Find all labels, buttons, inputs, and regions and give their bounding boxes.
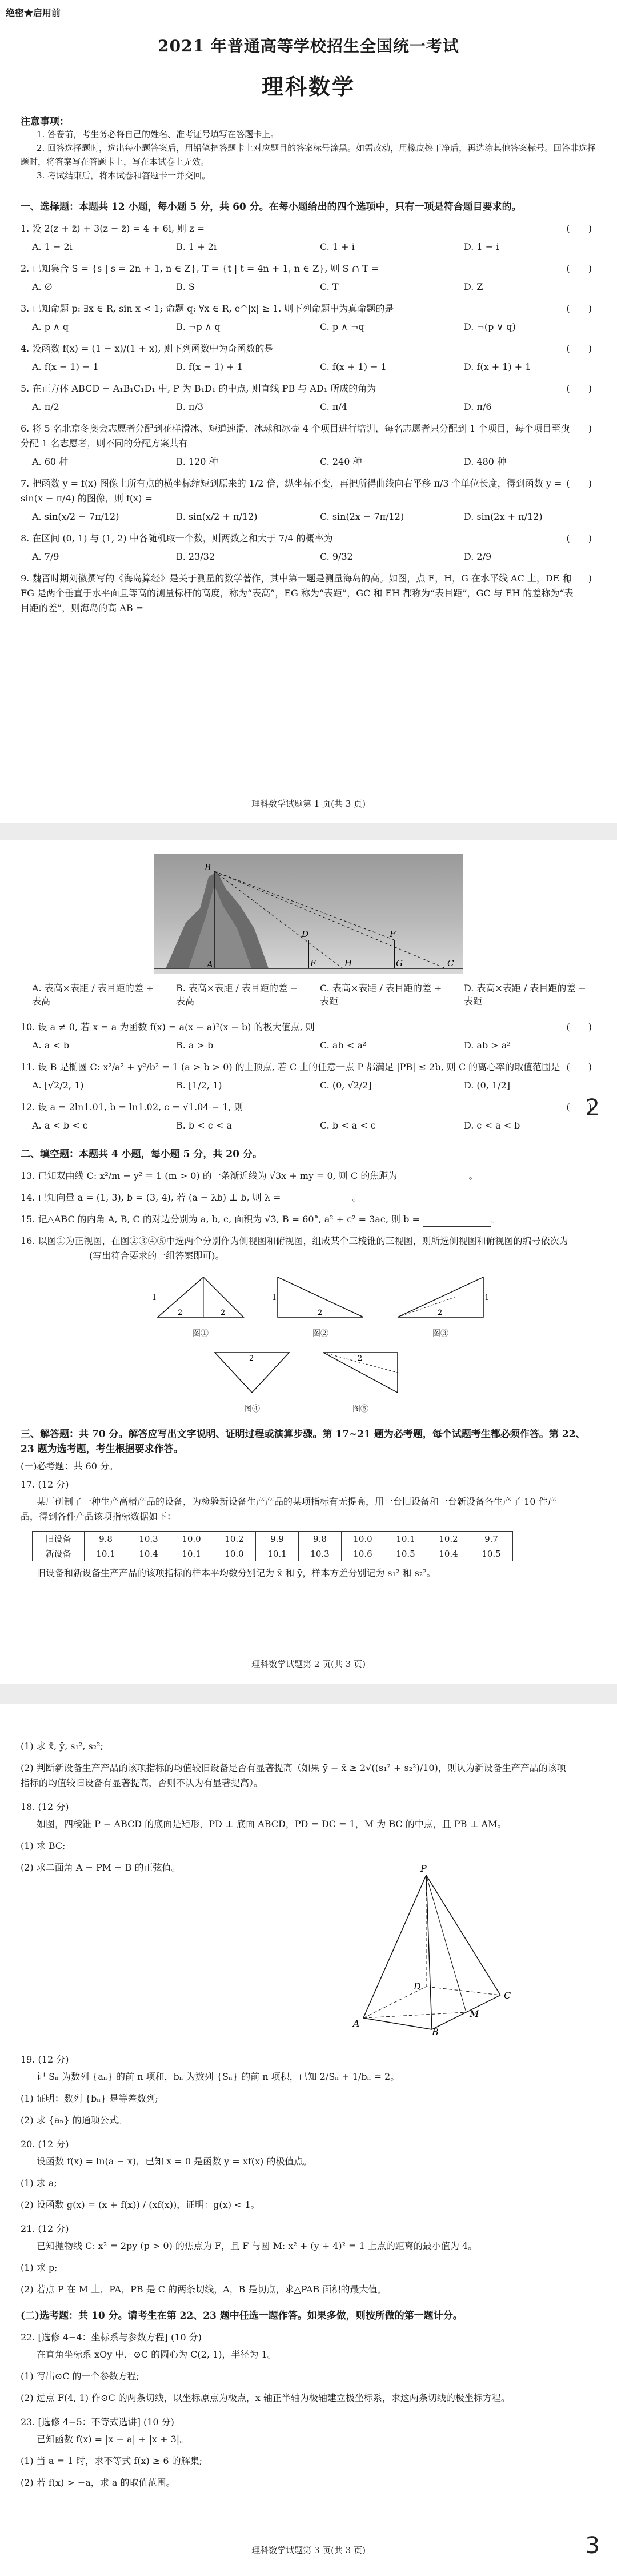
dim-label: 2 xyxy=(221,1309,226,1317)
dim-label: 2 xyxy=(249,1354,254,1363)
question-17-head: 17. (12 分) xyxy=(21,1479,69,1490)
question-text: 2. 已知集合 S = {s | s = 2n + 1, n ∈ Z}, T = {t | t = 4n + 1, n ∈ Z}, 则 S ∩ T = xyxy=(21,263,379,274)
question-text: 14. 已知向量 a = (1, 3), b = (3, 4), 若 (a − λb) ⊥ b, 则 λ = xyxy=(21,1192,281,1203)
option: D. ab > a² xyxy=(464,1040,511,1051)
option: A. [√2/2, 1) xyxy=(32,1080,84,1091)
options-q4 xyxy=(21,360,596,374)
secret-mark: 绝密★启用前 xyxy=(6,7,61,18)
three-view-row-2 xyxy=(209,1347,596,1414)
question-16 xyxy=(21,1234,596,1263)
option: D. Z xyxy=(464,281,483,292)
answer-paren: ( ) xyxy=(566,343,592,354)
option: A. 1 − 2i xyxy=(32,241,73,252)
label-E: E xyxy=(310,958,316,968)
required-heading: (一)必考题：共 60 分。 xyxy=(21,1461,119,1472)
table-cell: 10.2 xyxy=(427,1532,470,1546)
notice-heading: 注意事项： xyxy=(21,116,69,127)
question-23-part-2: (2) 若 f(x) > −a，求 a 的取值范围。 xyxy=(21,2477,175,2488)
answer-blank xyxy=(21,1253,89,1263)
question-19-part-1: (1) 证明：数列 {bₙ} 是等差数列; xyxy=(21,2093,158,2104)
question-7 xyxy=(21,476,596,506)
option: C. ab < a² xyxy=(320,1040,367,1051)
answer-blank xyxy=(283,1194,352,1205)
question-text: 13. 已知双曲线 C: x²/m − y² = 1 (m > 0) 的一条渐近线为 √3x + my = 0, 则 C 的焦距为 xyxy=(21,1170,398,1181)
question-17-part-1: (1) 求 x̄, ȳ, s₁², s₂²; xyxy=(21,1741,103,1752)
section-heading-fill: 二、填空题：本题共 4 小题，每小题 5 分，共 20 分。 xyxy=(21,1149,262,1160)
section-heading-choice: 一、选择题：本题共 12 小题，每小题 5 分，共 60 分。在每小题给出的四个选项中，只有一项是符合题目要求的。 xyxy=(21,201,522,213)
question-text: 3. 已知命题 p: ∃x ∈ R, sin x < 1; 命题 q: ∀x ∈ R, e^|x| ≥ 1. 则下列命题中为真命题的是 xyxy=(21,303,394,314)
option: A. f(x − 1) − 1 xyxy=(32,361,99,372)
question-19-text: 记 Sₙ 为数列 {aₙ} 的前 n 项和，bₙ 为数列 {Sₙ} 的前 n 项积，已知 2/Sₙ + 1/bₙ = 2。 xyxy=(37,2071,400,2082)
question-text: 9. 魏晋时期刘徽撰写的《海岛算经》是关于测量的数学著作，其中第一题是测量海岛的高。如图，点 E，H，G 在水平线 AC 上，DE 和 FG 是两个垂直于水平面且等高的测量标杆的高度，称为“表高”，EG 称为“表距”，GC 和 EH 都称为“表目距”，GC 与 EH 的差称为“表目距的差”，则海岛的高 AB = xyxy=(21,573,574,613)
option: A. p ∧ q xyxy=(32,321,69,332)
option: C. 9/32 xyxy=(320,551,353,562)
answer-paren: ( ) xyxy=(566,303,592,314)
notice-item: 3. 考试结束后，将本试卷和答题卡一并交回。 xyxy=(37,170,211,181)
table-cell: 10.2 xyxy=(213,1532,256,1546)
label-D: D xyxy=(302,929,309,939)
options-q5 xyxy=(21,400,596,414)
question-text: 1. 设 2(z + z̄) + 3(z − z̄) = 4 + 6i, 则 z = xyxy=(21,223,205,234)
answer-paren: ( ) xyxy=(566,573,592,584)
island-survey-diagram xyxy=(154,854,463,974)
table-cell: 10.0 xyxy=(170,1532,213,1546)
question-20-head: 20. (12 分) xyxy=(21,2139,69,2150)
options-q7 xyxy=(21,509,596,524)
option: C. 表高×表距 / 表目距的差 + 表距 xyxy=(320,983,442,1007)
option: A. 7/9 xyxy=(32,551,59,562)
dim-label: 2 xyxy=(358,1354,363,1363)
question-text: 16. 以图①为正视图，在图②③④⑤中选两个分别作为侧视图和俯视图，组成某个三棱锥的三视图，则所选侧视图和俯视图的编号依次为 xyxy=(21,1235,568,1246)
view-caption: 图③ xyxy=(432,1329,448,1338)
page-footer: 理科数学试题第 2 页(共 3 页) xyxy=(251,1659,366,1669)
option: D. ¬(p ∨ q) xyxy=(464,321,516,332)
answer-paren: ( ) xyxy=(566,478,592,489)
answer-paren: ( ) xyxy=(566,263,592,274)
option: B. b < c < a xyxy=(176,1120,232,1131)
page-footer: 理科数学试题第 1 页(共 3 页) xyxy=(251,799,366,809)
label-B: B xyxy=(205,862,211,872)
device-data-table xyxy=(32,1531,513,1561)
view-triangle-1 xyxy=(152,1271,249,1323)
option: D. 2/9 xyxy=(464,551,492,562)
label-F: F xyxy=(390,929,396,939)
view-triangle-4 xyxy=(209,1347,295,1398)
option: B. 表高×表距 / 表目距的差 − 表高 xyxy=(176,983,298,1007)
question-18-head: 18. (12 分) xyxy=(21,1801,69,1812)
exam-page-2 xyxy=(0,840,617,1684)
table-cell: 9.7 xyxy=(470,1532,513,1546)
exam-page-3 xyxy=(0,1704,617,2576)
table-cell: 10.1 xyxy=(384,1532,427,1546)
view-caption: 图① xyxy=(193,1329,209,1338)
answer-paren: ( ) xyxy=(566,1062,592,1072)
options-q11 xyxy=(21,1078,596,1093)
table-cell: 10.3 xyxy=(127,1532,170,1546)
option: D. 1 − i xyxy=(464,241,499,252)
option: C. 1 + i xyxy=(320,241,355,252)
dim-label: 1 xyxy=(272,1294,277,1302)
label-M: M xyxy=(470,2008,479,2019)
question-21-part-1: (1) 求 p; xyxy=(21,2262,58,2273)
table-cell: 10.5 xyxy=(384,1546,427,1561)
question-19-part-2: (2) 求 {aₙ} 的通项公式。 xyxy=(21,2115,127,2126)
view-caption: 图⑤ xyxy=(352,1405,368,1414)
table-cell: 9.8 xyxy=(85,1532,127,1546)
options-q8 xyxy=(21,549,596,564)
view-figure-3 xyxy=(392,1271,489,1339)
question-5 xyxy=(21,381,596,396)
question-20-part-1: (1) 求 a; xyxy=(21,2178,57,2188)
question-text: 7. 把函数 y = f(x) 图像上所有点的横坐标缩短到原来的 1/2 倍，纵坐标不变，再把所得曲线向右平移 π/3 个单位长度，得到函数 y = sin(x − π/4) 的图像，则 f(x) = xyxy=(21,478,562,504)
option: C. T xyxy=(320,281,339,292)
option: B. 1 + 2i xyxy=(176,241,217,252)
option: C. b < a < c xyxy=(320,1120,376,1131)
view-figure-4 xyxy=(209,1347,295,1414)
question-22-part-1: (1) 写出⊙C 的一个参数方程; xyxy=(21,2371,139,2382)
question-text: 12. 设 a = 2ln1.01, b = ln1.02, c = √1.04 − 1, 则 xyxy=(21,1102,243,1112)
question-18-part-2: (2) 求二面角 A − PM − B 的正弦值。 xyxy=(21,1862,181,1873)
table-cell: 10.4 xyxy=(127,1546,170,1561)
view-triangle-3 xyxy=(392,1271,489,1323)
question-18-part-1: (1) 求 BC; xyxy=(21,1840,66,1851)
options-q6 xyxy=(21,454,596,469)
table-row xyxy=(33,1532,513,1546)
table-cell: 10.0 xyxy=(213,1546,256,1561)
question-22-text: 在直角坐标系 xOy 中，⊙C 的圆心为 C(2, 1)，半径为 1。 xyxy=(37,2349,277,2360)
option: B. f(x − 1) + 1 xyxy=(176,361,243,372)
option: A. π/2 xyxy=(32,401,59,412)
question-text: 15. 记△ABC 的内角 A, B, C 的对边分别为 a, b, c, 面积为 √3, B = 60°, a² + c² = 3ac, 则 b = xyxy=(21,1214,420,1225)
option: D. sin(2x + π/12) xyxy=(464,511,543,522)
question-11 xyxy=(21,1060,596,1075)
option: C. 240 种 xyxy=(320,456,362,467)
question-8 xyxy=(21,531,596,546)
dim-label: 2 xyxy=(438,1309,443,1317)
option: D. 480 种 xyxy=(464,456,507,467)
option: A. ∅ xyxy=(32,281,53,292)
option: B. sin(x/2 + π/12) xyxy=(176,511,258,522)
view-caption: 图② xyxy=(312,1329,328,1338)
question-1 xyxy=(21,221,596,236)
question-text: 4. 设函数 f(x) = (1 − x)/(1 + x), 则下列函数中为奇函数的是 xyxy=(21,343,274,354)
question-text: 5. 在正方体 ABCD − A₁B₁C₁D₁ 中, P 为 B₁D₁ 的中点, 则直线 PB 与 AD₁ 所成的角为 xyxy=(21,383,376,394)
question-21-head: 21. (12 分) xyxy=(21,2223,69,2234)
table-cell: 10.1 xyxy=(256,1546,299,1561)
question-text-tail: (写出符合要求的一组答案即可)。 xyxy=(89,1250,225,1261)
option: D. (0, 1/2] xyxy=(464,1080,511,1091)
answer-paren: ( ) xyxy=(566,533,592,544)
options-q12 xyxy=(21,1118,596,1133)
question-21-text: 已知抛物线 C: x² = 2py (p > 0) 的焦点为 F，且 F 与圆 M: x² + (y + 4)² = 1 上点的距离的最小值为 4。 xyxy=(37,2240,478,2251)
table-cell: 10.6 xyxy=(342,1546,384,1561)
page-footer: 理科数学试题第 3 页(共 3 页) xyxy=(251,2545,366,2555)
label-A: A xyxy=(207,959,213,970)
question-17-note: 旧设备和新设备生产产品的该项指标的样本平均数分别记为 x̄ 和 ȳ，样本方差分别记为 s₁² 和 s₂²。 xyxy=(37,1568,436,1578)
view-figure-5 xyxy=(318,1347,403,1414)
view-triangle-5 xyxy=(318,1347,403,1398)
option: B. π/3 xyxy=(176,401,204,412)
table-cell: 9.8 xyxy=(299,1532,342,1546)
label-C: C xyxy=(504,1990,511,2001)
question-text: 10. 设 a ≠ 0, 若 x = a 为函数 f(x) = a(x − a)²(x − b) 的极大值点, 则 xyxy=(21,1022,315,1032)
table-row xyxy=(33,1546,513,1561)
question-17-part-2: (2) 判断新设备生产产品的该项指标的均值较旧设备是否有显著提高（如果 ȳ − x̄ ≥ 2√((s₁² + s₂²)/10)，则认为新设备生产产品的该项指标的均值较旧设备有显著提高，否则不认为有显著提高）。 xyxy=(21,1762,566,1788)
question-14: 14. 已知向量 a = (1, 3), b = (3, 4), 若 (a − λb) ⊥ b, 则 λ = 。 xyxy=(21,1190,596,1205)
label-G: G xyxy=(396,958,403,968)
dim-label: 1 xyxy=(484,1294,489,1302)
subject-title: 理科数学 xyxy=(261,74,355,99)
answer-paren: ( ) xyxy=(566,223,592,234)
answer-paren: ( ) xyxy=(566,383,592,394)
table-cell: 9.9 xyxy=(256,1532,299,1546)
option: B. ¬p ∧ q xyxy=(176,321,221,332)
options-q9 xyxy=(21,981,596,1007)
question-22-part-2: (2) 过点 F(4, 1) 作⊙C 的两条切线，以坐标原点为极点，x 轴正半轴为极轴建立极坐标系，求这两条切线的极坐标方程。 xyxy=(21,2392,510,2403)
optional-heading: (二)选考题：共 10 分。请考生在第 22、23 题中任选一题作答。如果多做，则按所做的第一题计分。 xyxy=(21,2310,463,2322)
option: C. π/4 xyxy=(320,401,347,412)
dim-label: 2 xyxy=(178,1309,183,1317)
table-cell: 10.1 xyxy=(85,1546,127,1561)
table-cell: 10.0 xyxy=(342,1532,384,1546)
answer-blank xyxy=(423,1216,491,1227)
option: C. sin(2x − 7π/12) xyxy=(320,511,404,522)
table-row-label: 新设备 xyxy=(33,1546,85,1561)
section-heading-solve: 三、解答题：共 70 分。解答应写出文字说明、证明过程或演算步骤。第 17~21 题为必考题，每个试题考生都必须作答。第 22、23 题为选考题，考生根据要求作答。 xyxy=(21,1429,586,1455)
table-cell: 10.5 xyxy=(470,1546,513,1561)
option: C. p ∧ ¬q xyxy=(320,321,364,332)
dim-label: 1 xyxy=(152,1294,157,1302)
question-text: 8. 在区间 (0, 1) 与 (1, 2) 中各随机取一个数，则两数之和大于 7/4 的概率为 xyxy=(21,533,333,544)
island-survey-figure xyxy=(154,854,463,974)
option: D. π/6 xyxy=(464,401,492,412)
option: B. 120 种 xyxy=(176,456,218,467)
question-20-text: 设函数 f(x) = ln(a − x)，已知 x = 0 是函数 y = xf(x) 的极值点。 xyxy=(37,2156,312,2167)
option: D. 表高×表距 / 表目距的差 − 表距 xyxy=(464,983,586,1007)
exam-title: 2021 年普通高等学校招生全国统一考试 xyxy=(158,37,459,55)
table-cell: 10.3 xyxy=(299,1546,342,1561)
question-19-head: 19. (12 分) xyxy=(21,2054,69,2065)
pyramid-diagram xyxy=(340,1864,523,2035)
answer-paren: ( ) xyxy=(566,423,592,434)
question-15: 15. 记△ABC 的内角 A, B, C 的对边分别为 a, b, c, 面积为 √3, B = 60°, a² + c² = 3ac, 则 b = 。 xyxy=(21,1212,596,1227)
question-13: 13. 已知双曲线 C: x²/m − y² = 1 (m > 0) 的一条渐近线为 √3x + my = 0, 则 C 的焦距为 。 xyxy=(21,1169,596,1183)
question-2 xyxy=(21,261,596,276)
options-q3 xyxy=(21,320,596,334)
question-23-text: 已知函数 f(x) = |x − a| + |x + 3|。 xyxy=(37,2434,189,2445)
option: A. a < b xyxy=(32,1040,70,1051)
option: D. f(x + 1) + 1 xyxy=(464,361,531,372)
label-H: H xyxy=(344,958,352,968)
question-text: 11. 设 B 是椭圆 C: x²/a² + y²/b² = 1 (a > b > 0) 的上顶点, 若 C 上的任意一点 P 都满足 |PB| ≤ 2b, 则 C 的离心率的取值范围是 xyxy=(21,1062,560,1072)
option: A. a < b < c xyxy=(32,1120,88,1131)
option: D. c < a < b xyxy=(464,1120,520,1131)
question-20-part-2: (2) 设函数 g(x) = (x + f(x)) / (xf(x))，证明：g(x) < 1。 xyxy=(21,2199,260,2210)
question-17-text: 某厂研制了一种生产高精产品的设备，为检验新设备生产产品的某项指标有无提高，用一台旧设备和一台新设备各生产了 10 件产品，得到各件产品该项指标数据如下： xyxy=(21,1496,557,1522)
question-23-head: 23. [选修 4−5：不等式选讲] (10 分) xyxy=(21,2417,174,2427)
label-P: P xyxy=(420,1864,427,1874)
option: B. a > b xyxy=(176,1040,214,1051)
answer-paren: ( ) xyxy=(566,1022,592,1032)
side-page-number: 3 xyxy=(585,2533,600,2559)
option: A. sin(x/2 − 7π/12) xyxy=(32,511,119,522)
question-4 xyxy=(21,341,596,356)
option: B. [1/2, 1) xyxy=(176,1080,222,1091)
view-figure-2 xyxy=(272,1271,369,1339)
question-text: 6. 将 5 名北京冬奥会志愿者分配到花样滑冰、短道速滑、冰球和冰壶 4 个项目进行培训，每名志愿者只分配到 1 个项目，每个项目至少分配 1 名志愿者，则不同的分配方案共有 xyxy=(21,423,570,449)
option: A. 60 种 xyxy=(32,456,69,467)
option: C. f(x + 1) − 1 xyxy=(320,361,387,372)
answer-blank xyxy=(400,1173,468,1183)
label-B: B xyxy=(432,2027,439,2035)
options-q1 xyxy=(21,240,596,254)
option: A. 表高×表距 / 表目距的差 + 表高 xyxy=(32,983,154,1007)
table-row-label: 旧设备 xyxy=(33,1532,85,1546)
question-23-part-1: (1) 当 a = 1 时，求不等式 f(x) ≥ 6 的解集; xyxy=(21,2455,202,2466)
option: B. S xyxy=(176,281,195,292)
dim-label: 2 xyxy=(318,1309,323,1317)
label-C: C xyxy=(447,958,454,968)
question-3 xyxy=(21,301,596,316)
question-10 xyxy=(21,1020,596,1035)
side-page-number: 2 xyxy=(585,1095,600,1121)
view-triangle-2 xyxy=(272,1271,369,1323)
notice-item: 2. 回答选择题时，选出每小题答案后，用铅笔把答题卡上对应题目的答案标号涂黑。如需改动，用橡皮擦干净后，再选涂其他答案标号。回答非选择题时，将答案写在答题卡上，写在本试卷上无效。 xyxy=(21,143,596,167)
notice-list xyxy=(21,127,596,182)
table-cell: 10.1 xyxy=(170,1546,213,1561)
notice-item: 1. 答卷前，考生务必将自己的姓名、准考证号填写在答题卡上。 xyxy=(37,129,279,139)
view-figure-1 xyxy=(152,1271,249,1339)
option: B. 23/32 xyxy=(176,551,215,562)
options-q2 xyxy=(21,280,596,294)
three-view-row-1 xyxy=(152,1271,596,1339)
question-21-part-2: (2) 若点 P 在 M 上，PA，PB 是 C 的两条切线，A，B 是切点，求△PAB 面积的最大值。 xyxy=(21,2284,387,2295)
question-6 xyxy=(21,421,596,451)
answer-paren: ( ) xyxy=(566,1102,592,1112)
option: C. (0, √2/2] xyxy=(320,1080,372,1091)
question-12 xyxy=(21,1100,596,1115)
label-D: D xyxy=(414,1981,421,1992)
exam-page-1 xyxy=(0,0,617,823)
question-22-head: 22. [选修 4−4：坐标系与参数方程] (10 分) xyxy=(21,2332,202,2343)
options-q10 xyxy=(21,1038,596,1053)
question-18-text: 如图，四棱锥 P − ABCD 的底面是矩形，PD ⊥ 底面 ABCD，PD = DC = 1，M 为 BC 的中点，且 PB ⊥ AM。 xyxy=(37,1819,507,1829)
question-9 xyxy=(21,571,596,616)
table-cell: 10.4 xyxy=(427,1546,470,1561)
view-caption: 图④ xyxy=(244,1405,260,1414)
label-A: A xyxy=(353,2018,360,2029)
